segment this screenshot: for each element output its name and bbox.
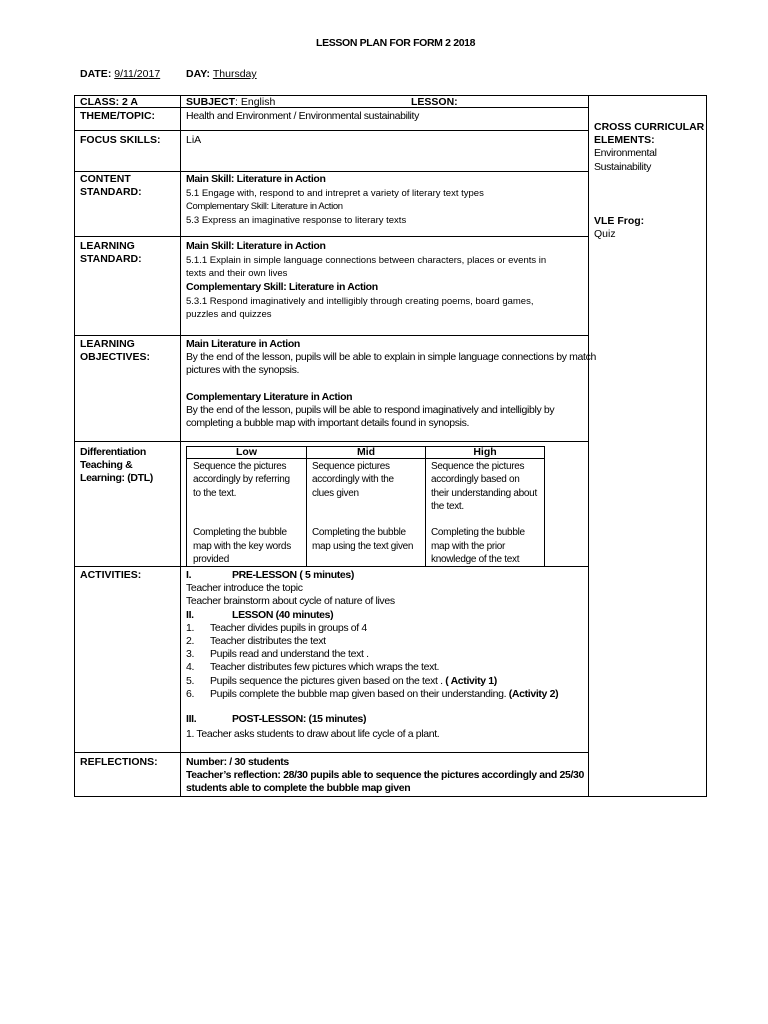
- post-lesson-heading: [186, 713, 558, 726]
- content-label-line1: CONTENT: [80, 173, 131, 185]
- row-divider: [74, 130, 589, 131]
- step-text: Teacher divides pupils in groups of 4: [210, 621, 367, 634]
- lesson-step: [186, 635, 558, 648]
- lesson-heading: [186, 609, 558, 622]
- reflections-line-b: students able to complete the bubble map given: [186, 782, 411, 795]
- pre-lesson-numeral: I.: [186, 569, 192, 581]
- dtl-low-line: [193, 500, 305, 513]
- post-lesson-numeral: III.: [186, 713, 197, 726]
- content-label-line2: STANDARD:: [80, 186, 142, 199]
- lesson-step: [186, 661, 558, 674]
- dtl-mid-line: [312, 553, 424, 566]
- day-value: Thursday: [212, 68, 257, 80]
- dtl-cell-high: [431, 460, 543, 566]
- objectives-label: [80, 338, 150, 364]
- cce-heading-line1: CROSS CURRICULAR: [594, 121, 705, 133]
- dtl-label-line3: Learning: (DTL): [80, 472, 153, 485]
- learning-standard-body: [186, 240, 546, 321]
- ls-line2b: puzzles and quizzes: [186, 309, 272, 321]
- pre-lesson-line: Teacher brainstorm about cycle of nature of lives: [186, 595, 395, 608]
- row-divider: [74, 441, 589, 442]
- dtl-high-line: knowledge of the text: [431, 554, 520, 566]
- dtl-low-line: accordingly by referring: [193, 474, 290, 486]
- dtl-mid-line: accordingly with the: [312, 474, 394, 486]
- vle-value: Quiz: [594, 228, 616, 241]
- class-label: CLASS: 2 A: [80, 96, 138, 108]
- dtl-low-line: map with the key words: [193, 540, 291, 552]
- date-value: 9/11/2017: [114, 68, 161, 80]
- subject-field: SUBJECT: English: [186, 96, 276, 108]
- dtl-cell-low: [193, 460, 305, 566]
- dtl-high-line: their understanding about: [431, 487, 537, 499]
- dtl-low-line: Sequence the pictures: [193, 461, 287, 472]
- ls-comp-skill: Complementary Skill: Literature in Action: [186, 280, 378, 293]
- step-text: Teacher distributes few pictures which wraps the text.: [210, 661, 440, 674]
- pre-lesson-title: PRE-LESSON ( 5 minutes): [232, 569, 355, 581]
- date-label: DATE: [80, 68, 108, 80]
- row-divider: [74, 107, 589, 108]
- objectives-comp-a: By the end of the lesson, pupils will be able to respond imaginatively and intelligibly by: [186, 403, 555, 416]
- date-field: DATE: 9/11/2017: [80, 68, 161, 80]
- row-divider: [74, 236, 589, 237]
- cce-heading-line2: ELEMENTS:: [594, 134, 655, 147]
- pre-lesson-heading: [186, 569, 558, 582]
- step-text: Pupils complete the bubble map given based on their understanding.: [210, 687, 509, 700]
- step-number: 2.: [186, 635, 195, 648]
- objectives-comp-b: completing a bubble map with important details found in synopsis.: [186, 417, 470, 430]
- lesson-label: LESSON:: [411, 96, 458, 108]
- activities-body: [186, 569, 558, 741]
- dtl-mid-line: Sequence pictures: [312, 461, 390, 472]
- row-divider: [74, 171, 589, 172]
- page-title: LESSON PLAN FOR FORM 2 2018: [316, 37, 476, 49]
- focus-skills-value: LiA: [186, 134, 202, 146]
- cross-curricular-elements: [594, 121, 704, 174]
- dtl-low-line: provided: [193, 554, 229, 566]
- objectives-main-b: pictures with the synopsis.: [186, 364, 300, 377]
- dtl-high-line: Completing the bubble: [431, 527, 525, 539]
- dtl-label-line1: Differentiation: [80, 446, 146, 458]
- content-standard-body: [186, 173, 484, 227]
- dtl-header-low: Low: [236, 446, 257, 458]
- lesson-step: [186, 675, 558, 688]
- day-field: DAY: Thursday: [186, 68, 257, 80]
- vle-heading: VLE Frog:: [594, 215, 645, 227]
- side-column-divider: [588, 95, 589, 797]
- content-main-skill: Main Skill: Literature in Action: [186, 173, 326, 185]
- dtl-col-divider: [425, 446, 426, 567]
- step-text: Teacher distributes the text: [210, 635, 326, 648]
- step-number: 4.: [186, 661, 195, 674]
- learning-standard-label: [80, 240, 142, 266]
- content-comp-skill: Complementary Skill: Literature in Action: [186, 201, 343, 213]
- step-number: 5.: [186, 674, 195, 687]
- objectives-main-a: By the end of the lesson, pupils will be able to explain in simple language connections by match: [186, 351, 597, 364]
- objectives-comp-head: Complementary Literature in Action: [186, 390, 353, 403]
- theme-label: THEME/TOPIC:: [80, 110, 156, 122]
- dtl-high-line: accordingly based on: [431, 474, 520, 486]
- theme-value: Health and Environment / Environmental sustainability: [186, 110, 419, 122]
- dtl-label-line2: Teaching &: [80, 459, 133, 472]
- dtl-mid-line: Completing the bubble: [312, 527, 406, 539]
- vle-frog: [594, 215, 644, 241]
- content-standard-label: [80, 173, 142, 199]
- subject-label: SUBJECT: [186, 96, 236, 108]
- dtl-label: [80, 446, 153, 486]
- dtl-table-left: [186, 446, 187, 567]
- learning-std-label-line2: STANDARD:: [80, 253, 142, 266]
- cce-value-line2: Sustainability: [594, 160, 651, 173]
- dtl-cell-mid: [312, 460, 424, 566]
- table-border-right: [706, 95, 707, 797]
- table-border-top: [74, 95, 707, 96]
- dtl-low-line: Completing the bubble: [193, 527, 287, 539]
- row-divider: [74, 335, 589, 336]
- dtl-low-line: to the text.: [193, 487, 237, 499]
- post-lesson-line: 1. Teacher asks students to draw about life cycle of a plant.: [186, 728, 440, 741]
- reflections-body: [186, 756, 584, 796]
- reflections-line-a: Teacher’s reflection: 28/30 pupils able to sequence the pictures accordingly and 25/30: [186, 769, 585, 782]
- dtl-col-divider: [306, 446, 307, 567]
- cce-value-line1: Environmental: [594, 147, 657, 160]
- dtl-header-mid: Mid: [356, 446, 376, 458]
- lesson-step: [186, 648, 558, 661]
- dtl-mid-line: [312, 513, 424, 526]
- table-border-bottom: [74, 796, 707, 797]
- step-number: 6.: [186, 687, 195, 700]
- dtl-high-line: [431, 513, 543, 526]
- subject-value: English: [240, 96, 276, 108]
- reflections-number: Number: / 30 students: [186, 756, 289, 768]
- activities-label: ACTIVITIES:: [80, 569, 142, 581]
- dtl-mid-line: [312, 500, 424, 513]
- lesson-step: [186, 688, 558, 701]
- dtl-mid-line: clues given: [312, 487, 359, 499]
- ls-line2a: 5.3.1 Respond imaginatively and intelligibly through creating poems, board games,: [186, 295, 534, 307]
- reflections-label: REFLECTIONS:: [80, 756, 158, 768]
- row-divider: [74, 752, 589, 753]
- day-label: DAY: [186, 68, 207, 80]
- lesson-numeral: II.: [186, 608, 194, 621]
- objectives-label-line2: OBJECTIVES:: [80, 351, 151, 364]
- objectives-main-head: Main Literature in Action: [186, 338, 300, 350]
- step-text: Pupils read and understand the text .: [210, 648, 369, 661]
- dtl-table-right: [544, 446, 545, 567]
- dtl-mid-line: map using the text given: [312, 540, 414, 552]
- content-line2: 5.3 Express an imaginative response to literary texts: [186, 214, 407, 226]
- pre-lesson-line: Teacher introduce the topic: [186, 582, 303, 595]
- lesson-title: LESSON (40 minutes): [232, 608, 334, 621]
- ls-line1a: 5.1.1 Explain in simple language connections between characters, places or events in: [186, 255, 547, 267]
- lesson-step: [186, 622, 558, 635]
- dtl-high-line: Sequence the pictures: [431, 461, 525, 472]
- ls-main-skill: Main Skill: Literature in Action: [186, 240, 326, 252]
- step-number: 1.: [186, 621, 195, 634]
- content-line1: 5.1 Engage with, respond to and intrepret a variety of literary text types: [186, 188, 484, 200]
- label-column-divider: [180, 95, 181, 797]
- objectives-label-line1: LEARNING: [80, 338, 135, 350]
- activity-tag: ( Activity 1): [445, 674, 497, 687]
- dtl-high-line: map with the prior: [431, 540, 506, 552]
- learning-std-label-line1: LEARNING: [80, 240, 135, 252]
- focus-skills-label: FOCUS SKILLS:: [80, 134, 161, 146]
- step-number: 3.: [186, 648, 195, 661]
- dtl-low-line: [193, 513, 305, 526]
- objectives-body: [186, 338, 596, 430]
- ls-line1b: texts and their own lives: [186, 268, 288, 280]
- post-lesson-title: POST-LESSON: (15 minutes): [232, 713, 367, 726]
- activity-tag: (Activity 2): [508, 687, 559, 700]
- table-border-left: [74, 95, 75, 797]
- dtl-high-line: the text.: [431, 500, 464, 512]
- dtl-header-high: High: [473, 446, 497, 458]
- step-text: Pupils sequence the pictures given based on the text .: [210, 674, 446, 687]
